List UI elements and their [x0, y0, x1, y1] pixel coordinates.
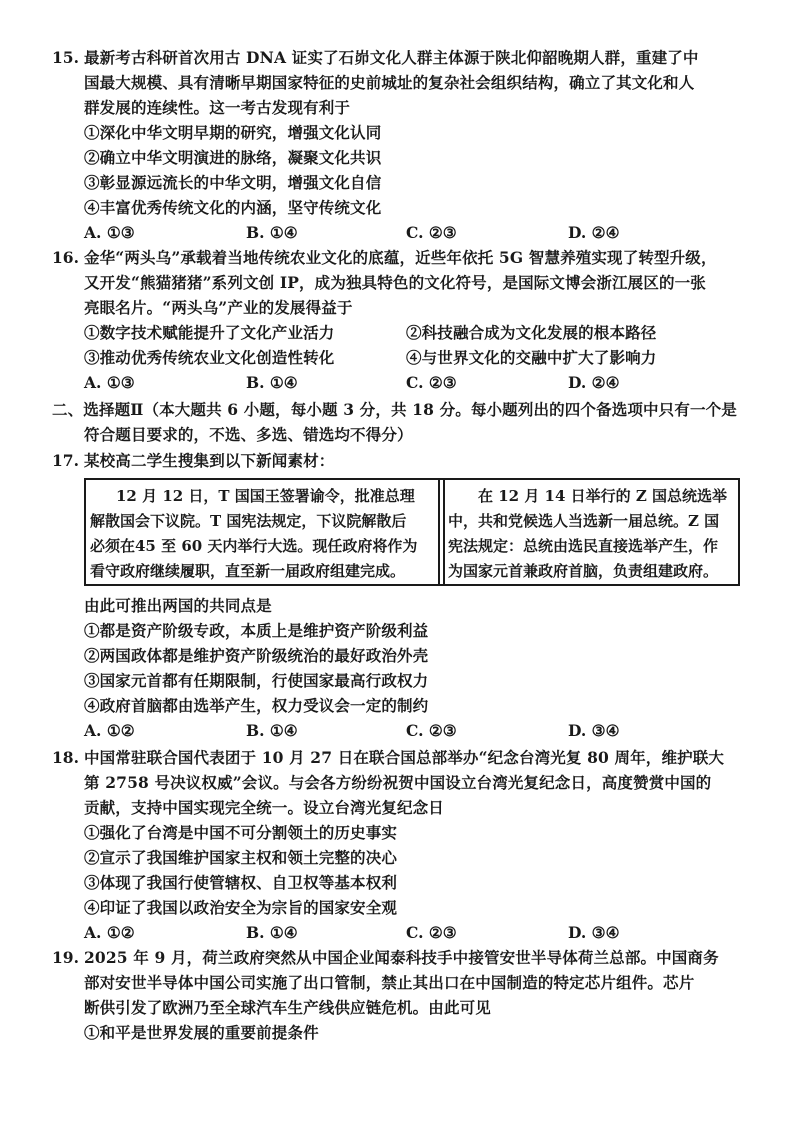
- q18-option-d[interactable]: D. ③④: [568, 923, 620, 942]
- q18-option-a[interactable]: A. ①②: [84, 923, 135, 942]
- q17-option-d[interactable]: D. ③④: [568, 721, 620, 740]
- q16-item: ②科技融合成为文化发展的根本路径: [406, 323, 657, 342]
- q19-stem-line: 2025 年 9 月，荷兰政府突然从中国企业闻泰科技手中接管安世半导体荷兰总部。中国商务: [84, 948, 719, 967]
- box-divider: [443, 480, 445, 584]
- q16-item: ①数字技术赋能提升了文化产业活力: [84, 323, 335, 342]
- q15-option-c[interactable]: C. ②③: [406, 223, 457, 242]
- q17-item: ②两国政体都是维护资产阶级统治的最好政治外壳: [84, 646, 429, 665]
- q15-stem-line: 最新考古科研首次用古 DNA 证实了石峁文化人群主体源于陕北仰韶晚期人群，重建了中: [84, 48, 699, 67]
- q19-item: ①和平是世界发展的重要前提条件: [84, 1023, 319, 1042]
- q19-stem-line: 断供引发了欧洲乃至全球汽车生产线供应链危机。由此可见: [84, 998, 491, 1017]
- news-right-line: 为国家元首兼政府首脑，负责组建政府。: [448, 562, 719, 580]
- q17-lead: 由此可推出两国的共同点是: [84, 596, 272, 615]
- q15-item: ②确立中华文明演进的脉络，凝聚文化共识: [84, 148, 382, 167]
- q15-stem-line: 国最大规模、具有清晰早期国家特征的史前城址的复杂社会组织结构，确立了其文化和人: [84, 73, 695, 92]
- q18-item: ④印证了我国以政治安全为宗旨的国家安全观: [84, 898, 398, 917]
- q17-item: ①都是资产阶级专政，本质上是维护资产阶级利益: [84, 621, 429, 640]
- q16-stem-line: 亮眼名片。“两头乌”产业的发展得益于: [84, 298, 353, 317]
- q15-option-b[interactable]: B. ①④: [246, 223, 298, 242]
- q15-item: ③彰显源远流长的中华文明，增强文化自信: [84, 173, 382, 192]
- q18-stem-line: 中国常驻联合国代表团于 10 月 27 日在联合国总部举办“纪念台湾光复 80 周年，维护联大: [84, 748, 725, 767]
- q17-item: ③国家元首都有任期限制，行使国家最高行政权力: [84, 671, 429, 690]
- q16-option-a[interactable]: A. ①③: [84, 373, 135, 392]
- q18-item: ②宣示了我国维护国家主权和领土完整的决心: [84, 848, 398, 867]
- section-heading: 符合题目要求的，不选、多选、错选均不得分）: [84, 425, 413, 444]
- q15-item: ①深化中华文明早期的研究，增强文化认同: [84, 123, 382, 142]
- q18-option-c[interactable]: C. ②③: [406, 923, 457, 942]
- q15-stem-line: 群发展的连续性。这一考古发现有利于: [84, 98, 351, 117]
- q16-option-b[interactable]: B. ①④: [246, 373, 298, 392]
- q18-item: ①强化了台湾是中国不可分割领土的历史事实: [84, 823, 398, 842]
- news-right-line: 中，共和党候选人当选新一届总统。Z 国: [448, 512, 720, 530]
- q17-item: ④政府首脑都由选举产生，权力受议会一定的制约: [84, 696, 429, 715]
- q16-option-d[interactable]: D. ②④: [568, 373, 620, 392]
- q16-item: ④与世界文化的交融中扩大了影响力: [406, 348, 657, 367]
- q19-number: 19.: [52, 948, 79, 967]
- box-divider: [438, 480, 440, 584]
- q18-option-b[interactable]: B. ①④: [246, 923, 298, 942]
- news-left-line: 解散国会下议院。T 国宪法规定，下议院解散后: [90, 512, 407, 530]
- news-right-line: 在 12 月 14 日举行的 Z 国总统选举: [478, 487, 728, 505]
- news-left-line: 12 月 12 日，T 国国王签署谕令，批准总理: [116, 487, 415, 505]
- q17-option-a[interactable]: A. ①②: [84, 721, 135, 740]
- q17-option-c[interactable]: C. ②③: [406, 721, 457, 740]
- news-left-line: 必须在45 至 60 天内举行大选。现任政府将作为: [90, 537, 418, 555]
- q18-item: ③体现了我国行使管辖权、自卫权等基本权利: [84, 873, 398, 892]
- q18-stem-line: 贡献，支持中国实现完全统一。设立台湾光复纪念日: [84, 798, 444, 817]
- q16-number: 16.: [52, 248, 79, 267]
- q16-item: ③推动优秀传统农业文化创造性转化: [84, 348, 335, 367]
- news-material-box: [84, 478, 740, 586]
- section-heading: 二、选择题Ⅱ（本大题共 6 小题，每小题 3 分，共 18 分。每小题列出的四个备选项中只有一个是: [52, 400, 737, 419]
- q17-number: 17.: [52, 451, 79, 470]
- q17-option-b[interactable]: B. ①④: [246, 721, 298, 740]
- news-left-line: 看守政府继续履职，直至新一届政府组建完成。: [90, 562, 406, 580]
- news-right-line: 宪法规定：总统由选民直接选举产生，作: [448, 537, 719, 555]
- q15-option-a[interactable]: A. ①③: [84, 223, 135, 242]
- q16-stem-line: 又开发“熊猫猪猪”系列文创 IP，成为独具特色的文化符号，是国际文博会浙江展区的一张: [84, 273, 706, 292]
- q16-stem-line: 金华“两头乌”承载着当地传统农业文化的底蕴，近些年依托 5G 智慧养殖实现了转型升级，: [84, 248, 717, 267]
- q15-option-d[interactable]: D. ②④: [568, 223, 620, 242]
- q15-number: 15.: [52, 48, 79, 67]
- q16-option-c[interactable]: C. ②③: [406, 373, 457, 392]
- q15-item: ④丰富优秀传统文化的内涵，坚守传统文化: [84, 198, 382, 217]
- q17-stem: 某校高二学生搜集到以下新闻素材：: [84, 451, 335, 470]
- q18-stem-line: 第 2758 号决议权威”会议。与会各方纷纷祝贺中国设立台湾光复纪念日，高度赞赏中国的: [84, 773, 712, 792]
- q19-stem-line: 部对安世半导体中国公司实施了出口管制，禁止其出口在中国制造的特定芯片组件。芯片: [84, 973, 695, 992]
- q18-number: 18.: [52, 748, 79, 767]
